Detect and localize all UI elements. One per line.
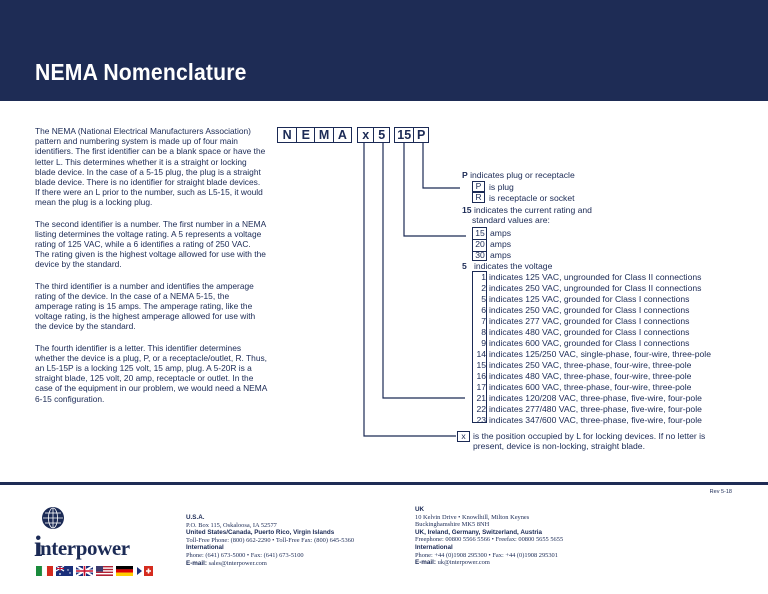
voltage-code: 1 bbox=[481, 272, 486, 282]
intro-paragraph: The fourth identifier is a letter. This identifier determines whether the device is a plug, P, or a receptacle/outlet, R. Thus, an L5-15P is a locking 125 volt, 15 amp, plug. A 5-20R is a straight blade, 125 volt, 20 amp, receptacle or outlet. In the case of the equipment in our problem, we would need a NEMA 6-15 configuration. bbox=[35, 342, 267, 404]
voltage-code: 21 bbox=[476, 393, 486, 403]
voltage-code: 23 bbox=[476, 415, 486, 425]
voltage-code: 2 bbox=[481, 283, 486, 293]
australia-flag-icon bbox=[56, 566, 73, 576]
uk-email-link[interactable]: uk@interpower.com bbox=[436, 559, 490, 567]
voltage-code: 5 bbox=[481, 294, 486, 304]
voltage-desc: indicates 347/600 VAC, three-phase, five-wire, four-pole bbox=[489, 415, 702, 425]
amp-unit: amps bbox=[490, 228, 512, 238]
usa-email-link[interactable]: sales@interpower.com bbox=[207, 559, 267, 567]
plug-code: P bbox=[417, 128, 426, 142]
voltage-desc: indicates 125/250 VAC, single-phase, four-wire, three-pole bbox=[489, 349, 711, 359]
voltage-code: 6 bbox=[481, 305, 486, 315]
amp-value: 30 bbox=[475, 250, 485, 260]
usa-flag-icon bbox=[96, 566, 113, 576]
amp-value: 20 bbox=[475, 239, 485, 249]
amps-heading: 15 indicates the current rating and bbox=[462, 205, 592, 215]
plug-heading: P indicates plug or receptacle bbox=[462, 170, 575, 180]
intro-paragraph: The third identifier is a number and identifies the amperage rating of the device. In the case of a NEMA 5-15, the amperage rating is 15 amps. The amperage rating, like the voltage rating, is the highest amperage allowed for use with the device by the standard. bbox=[35, 280, 256, 332]
voltage-desc: indicates 480 VAC, three-phase, four-wire, three-pole bbox=[489, 371, 692, 381]
voltage-desc: indicates 600 VAC, three-phase, four-wire, three-pole bbox=[489, 382, 692, 392]
voltage-desc: indicates 250 VAC, grounded for Class I connections bbox=[489, 305, 690, 315]
nema-code-box bbox=[277, 127, 352, 143]
plug-code-r: R bbox=[472, 192, 485, 203]
amp-unit: amps bbox=[490, 239, 512, 249]
voltage-code: 14 bbox=[476, 349, 486, 359]
voltage-desc: indicates 480 VAC, grounded for Class I connections bbox=[489, 327, 690, 337]
voltage-desc: indicates 277 VAC, grounded for Class I connections bbox=[489, 316, 690, 326]
switzerland-flag-icon bbox=[136, 566, 153, 576]
interpower-logo: nterpower bbox=[40, 536, 130, 560]
voltage-desc: indicates 125 VAC, ungrounded for Class II connections bbox=[489, 272, 702, 282]
uk-flag-icon bbox=[76, 566, 93, 576]
voltage-code: 8 bbox=[481, 327, 486, 337]
voltage-desc: indicates 277/480 VAC, three-phase, five-wire, four-pole bbox=[489, 404, 702, 414]
page-title: NEMA Nomenclature bbox=[35, 59, 247, 85]
voltage-desc: indicates 250 VAC, ungrounded for Class II connections bbox=[489, 283, 702, 293]
voltage-desc: indicates 600 VAC, grounded for Class I connections bbox=[489, 338, 690, 348]
intro-paragraph: The NEMA (National Electrical Manufacturers Association) pattern and numbering system is made up of four main identifiers. The first identifier can be a blank space or have the letter L. This determines whether it is a straight or locking blade device. In the case of a 5-15 plug, the plug is a straight blade device. There is no identifier for straight blade devices. If there were an L prior to the number, such as L5-15, it would mean the plug is a locking plug. bbox=[35, 126, 266, 208]
voltage-code: 15 bbox=[476, 360, 486, 370]
amps-heading-2: standard values are: bbox=[472, 215, 550, 225]
globe-icon bbox=[42, 507, 64, 529]
voltage-code: 22 bbox=[476, 404, 486, 414]
intro-paragraph: The second identifier is a number. The first number in a NEMA listing determines the voltage rating. A 5 represents a voltage rating of 125 VAC, while a 6 identifies a rating of 250 VAC. The rating given is the highest voltage allowed for use with the device by the standard. bbox=[35, 218, 266, 270]
usa-address: U.S.A. P.O. Box 115, Oskaloosa, IA 52577 United States/Canada, Puerto Rico, Virgin Islands Toll-Free Phone: (800) 662-2290 • Toll-Free Fax: (800) 645-5360 International Phone: (641) 673-5000 • Fax: (641) 673-5100 E-mail: sales@interpower.com bbox=[186, 514, 355, 567]
footer-divider bbox=[0, 482, 768, 485]
plug-desc: is plug bbox=[489, 182, 514, 192]
nema-letter: M bbox=[315, 128, 333, 142]
voltage-code: 17 bbox=[476, 382, 486, 392]
revision-label: Rev 5-18 bbox=[709, 489, 732, 495]
voltage-code: 16 bbox=[476, 371, 486, 381]
amp-code: 15 bbox=[395, 128, 414, 142]
locking-desc: is the position occupied by L for locking devices. If no letter is bbox=[473, 431, 706, 441]
plug-code-p: P bbox=[472, 181, 485, 192]
amp-value: 15 bbox=[475, 228, 485, 238]
locking-code: x bbox=[358, 128, 374, 142]
volt-code: 5 bbox=[378, 128, 386, 142]
voltage-code: 9 bbox=[481, 338, 486, 348]
nema-letter: N bbox=[278, 128, 297, 142]
italy-flag-icon bbox=[36, 566, 53, 576]
voltage-desc: indicates 250 VAC, three-phase, four-wire, three-pole bbox=[489, 360, 692, 370]
flags-row bbox=[36, 566, 153, 576]
voltage-heading: 5 bbox=[462, 261, 467, 271]
locking-code-box: x bbox=[457, 431, 470, 442]
locking-desc-2: present, device is non-locking, straight blade. bbox=[473, 441, 645, 451]
nema-letter: E bbox=[297, 128, 315, 142]
header-banner bbox=[0, 0, 768, 101]
uk-address: UK 10 Kelvin Drive • Knowlhill, Milton Keynes Buckinghamshire MK5 8NH UK, Ireland, Germany, Switzerland, Austria Freephone: 00800 5566 5566 • Freefax: 00800 5655 5655 International Phone: +44 (0)1908 295300 • Fax: +44 (0)1908 295301 E-mail: uk@interpower.com bbox=[415, 506, 564, 567]
nema-letter: A bbox=[337, 128, 347, 142]
receptacle-desc: is receptacle or socket bbox=[489, 193, 575, 203]
voltage-code: 7 bbox=[481, 316, 486, 326]
intro-text bbox=[35, 126, 267, 415]
amp-plug-code-box bbox=[394, 127, 429, 143]
voltage-desc: indicates 120/208 VAC, three-phase, five-wire, four-pole bbox=[489, 393, 702, 403]
locking-volt-code-box bbox=[357, 127, 390, 143]
voltage-desc: indicates 125 VAC, grounded for Class I connections bbox=[489, 294, 690, 304]
germany-flag-icon bbox=[116, 566, 133, 576]
logo-letter: i bbox=[34, 530, 43, 563]
voltage-heading-text: indicates the voltage bbox=[474, 261, 553, 271]
amp-unit: amps bbox=[490, 250, 512, 260]
